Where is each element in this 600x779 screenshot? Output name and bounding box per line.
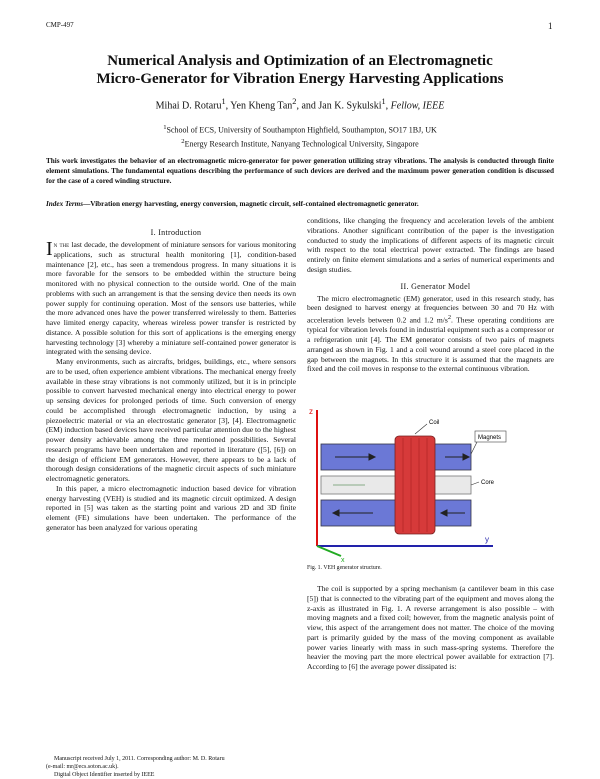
title-line-1: Numerical Analysis and Optimization of an Electromagnetic (107, 53, 493, 69)
index-terms (46, 199, 554, 209)
index-terms-text: —Vibration energy harvesting, energy conversion, magnetic circuit, self-contained electromagnetic generator. (83, 200, 419, 208)
author-list: Mihai D. Rotaru$^1$, Yen Kheng Tan$^2$, and Jan K. Sykulski$^1$, Fellow, IEEE (155, 97, 445, 112)
footnote: Manuscript received July 1, 2011. Corresponding author: M. D. Rotaru (e-mail: mr@ecs.soton.ac.uk). Digital Object Identifier inserted by IEEE (46, 756, 225, 778)
author-1: Mihai D. Rotaru (155, 100, 222, 112)
author-3: and Jan K. Sykulski (301, 100, 382, 112)
left-column (46, 226, 296, 533)
generator-paragraph-2: The coil is supported by a spring mechanism (a cantilever beam in this case [5]) that is connected to the vibrating part of the equipment and moves along the z-axis as illustrated in Fig. 1. A reverse arrangement is also possible – with moving magnets and a fixed coil; however, from the magnetic analysis point of view, this aspect of the arrangement does not matter. The choice of the moving part is primarily guided by the mass of the moving component as available power varies linearly with mass in such mass-spring systems. Therefore the heavier the moving part the more electrical power available for extraction [7]. According to [6] the average power dissipated is: (307, 584, 554, 671)
core-label: Core (481, 480, 495, 486)
figure-drawing (307, 404, 507, 562)
intro-paragraph-2: Many environments, such as aircrafts, bridges, buildings, etc., where sensors are to be used, often experience ambient vibrations. The mechanical energy freely available in these stray vibrations is not commonly utilized, but it is in principle possible to convert harvested mechanical energy into electrical energy to power up sensing devices for prolonged periods of time. Such conversion of energy could be accomplished through electromagnetic induction, by using a piezoelectric material or via an electrostatic generator [3], [4]. Electromagnetic (EM) induction based devices have received particular attention due to the highest power density achievable among the three mentioned possibilities. Several research programs have been undertaken and reported in literature ([5], [6]) on the design of efficient EM generators. However, there appears to be a lack of thorough design considerations of the magnetic circuit aspects of such miniature electromagnetic generators. (46, 357, 296, 483)
x-axis (317, 546, 341, 556)
coil (395, 436, 435, 534)
affiliation-2: Energy Research Institute, Nanyang Technological University, Singapore (184, 139, 419, 149)
paper-id: CMP-497 (46, 21, 74, 29)
drop-cap: I (46, 238, 53, 260)
section-heading-generator: II. Generator Model (400, 281, 471, 291)
x-axis-label: x (341, 557, 345, 562)
intro-paragraph-1: In the last decade, the development of miniature sensors for various monitoring applications, such as structural health monitoring [1], condition-based maintenance [2], etc., has seen a tremendous progress. In many situations it is more favorable for the sensors to be embedded within the structure being monitored with no physical connection to the outside world. One of the main problems with such an arrangement is that the sensing device then needs its own power supply for continuing operation. Most of the sensors use batteries, while the more advanced ones have the power transferred wirelessly to them. Batteries have limited energy capacity, whereas wireless power transfer is restricted by distance. A possible solution for this sort of applications is the emerging energy harvesting technology [3] whereby a miniature self-contained power generator is integrated with the sensing device. (46, 238, 297, 357)
affiliations: $^1$School of ECS, University of Southampton Highfield, Southampton, SO17 1BJ, UK $^2$Energy Research Institute, Nanyang Technological University, Singapore (163, 124, 437, 149)
figure-caption: Fig. 1. VEH generator structure. (307, 565, 382, 571)
page-number: 1 (548, 21, 553, 31)
title-line-2: Micro-Generator for Vibration Energy Harvesting Applications (96, 71, 504, 87)
y-axis-label: y (485, 535, 489, 544)
right-column-bottom (307, 584, 554, 672)
coil-label: Coil (429, 420, 440, 426)
abstract: This work investigates the behavior of an electromagnetic micro-generator for power generation utilizing stray vibrations. The analysis is conducted through finite element simulations. The fundamental equations describing the performance of such devices are derived and the maximum power generation condition is discussed for the case of a cored winding structure. (46, 157, 554, 186)
intro-paragraph-3: In this paper, a micro electromagnetic induction based device for vibration energy harvesting (VEH) is studied and its magnetic circuit optimized. A design reported in [5] was taken as the starting point and various 2D and 3D finite element (FE) simulations have been undertaken. The performance of the generator has been analyzed for various operating (46, 483, 296, 532)
z-axis-label: z (309, 407, 313, 416)
generator-paragraph-1: The micro electromagnetic (EM) generator, used in this research study, has been designed to harvest energy at frequencies between 30 and 70 Hz with acceleration levels between 0.2 and 1.2 $m/s^2$. These operating conditions are typical for vibration levels found in industrial equipment such as a compressor or a refrigeration unit [4]. The EM generator consists of two pairs of magnets arranged as shown in Fig. 1 and a coil wound around a steel core placed in the gap between the magnets. In this structure it is assumed that the magnets are fixed and the coil moves in response to the external continuous vibration. (307, 293, 555, 374)
affiliation-1: School of ECS, University of Southampton Highfield, Southampton, SO17 1BJ, UK (166, 125, 437, 135)
figure-veh-structure (307, 404, 507, 562)
right-paragraph-1: conditions, like changing the frequency and acceleration levels of the ambient vibrations. Another significant contribution of the paper is the investigation conducted to study the implications of different aspects of its magnetic circuit with respect to the total electrical power extracted. The findings are based entirely on finite element simulations and a series of numerical experiments and design studies. (307, 216, 554, 274)
author-fellow: Fellow, IEEE (390, 100, 445, 112)
index-terms-label: Index Terms (46, 200, 84, 208)
section-heading-introduction: I. Introduction (150, 228, 202, 237)
magnets-label: Magnets (478, 435, 502, 441)
author-2: Yen Kheng Tan (230, 100, 293, 112)
right-column-top (307, 216, 554, 374)
paper-title (40, 52, 560, 88)
